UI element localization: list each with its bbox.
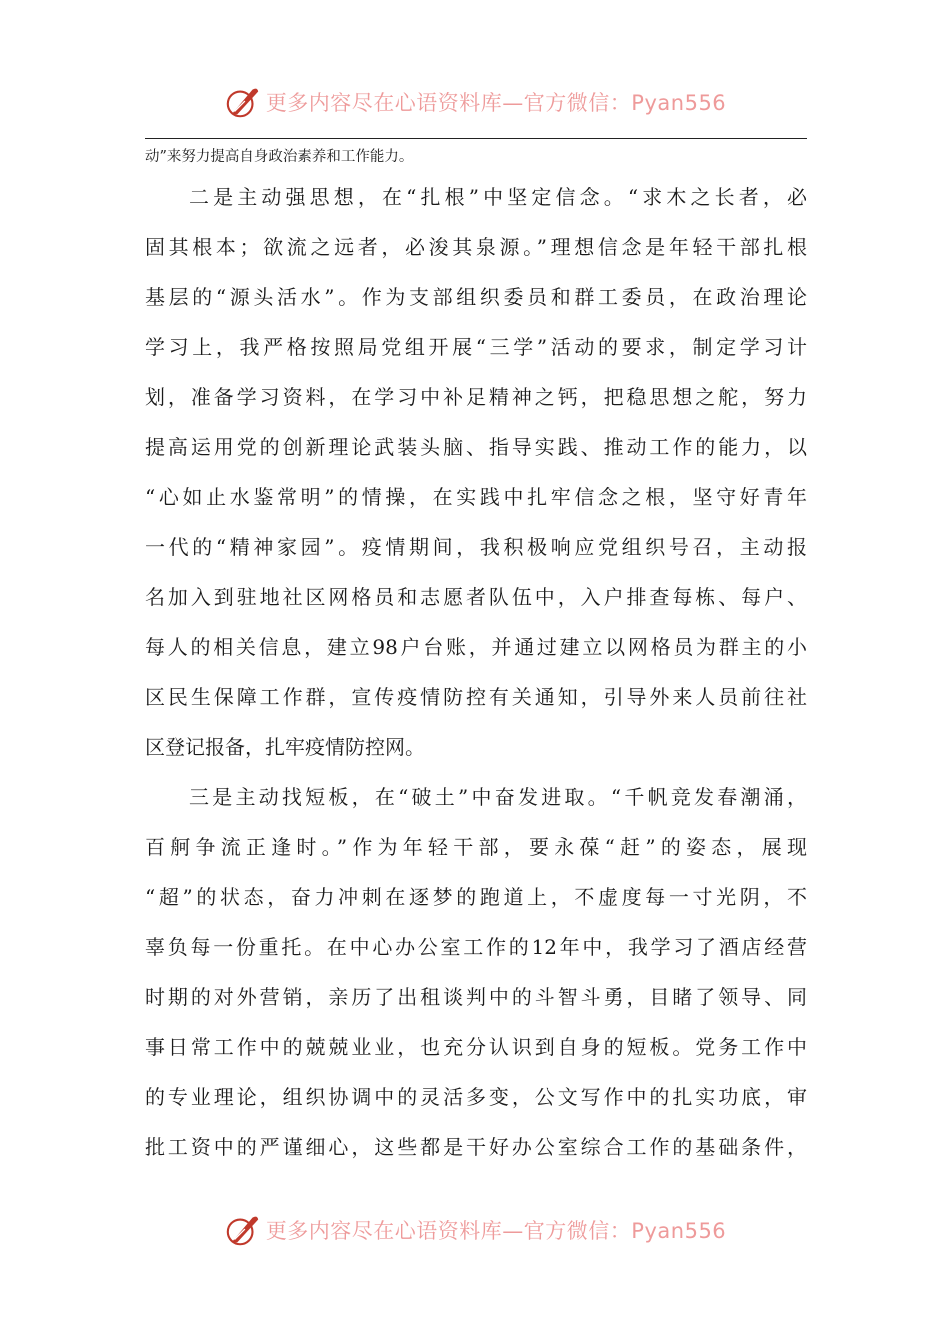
text-line: 划，准备学习资料，在学习中补足精神之钙，把稳思想之舵，努力: [145, 385, 807, 409]
header-divider: [145, 138, 807, 139]
paragraph: [145, 172, 807, 772]
text-line: 时期的对外营销，亲历了出租谈判中的斗智斗勇，目睹了领导、同: [145, 985, 807, 1009]
text-line: 固其根本；欲流之远者，必浚其泉源。”理想信念是年轻干部扎根: [145, 235, 807, 259]
watermark-text: 更多内容尽在心语资料库—官方微信：Pyan556: [265, 1219, 727, 1243]
footer-watermark: [0, 1210, 950, 1250]
quill-pen-logo-icon: [224, 83, 262, 121]
text-line: 二是主动强思想，在“扎根”中坚定信念。“求木之长者，必: [189, 185, 807, 209]
text-line: 提高运用党的创新理论武装头脑、指导实践、推动工作的能力，以: [145, 435, 807, 459]
document-body: [145, 172, 807, 1172]
text-line: 事日常工作中的兢兢业业，也充分认识到自身的短板。党务工作中: [145, 1035, 807, 1059]
text-line: 区民生保障工作群，宣传疫情防控有关通知，引导外来人员前往社: [145, 685, 807, 709]
text-line: 每人的相关信息，建立98户台账，并通过建立以网格员为群主的小: [145, 635, 807, 659]
text-line: 批工资中的严谨细心，这些都是干好办公室综合工作的基础条件，: [145, 1135, 807, 1159]
text-line: “心如止水鉴常明”的情操，在实践中扎牢信念之根，坚守好青年: [145, 485, 807, 509]
watermark-text: 更多内容尽在心语资料库—官方微信：Pyan556: [265, 91, 727, 115]
text-line: 区登记报备，扎牢疫情防控网。: [145, 735, 425, 759]
text-line: 三是主动找短板，在“破土”中奋发进取。“千帆竞发春潮涌，: [189, 785, 807, 809]
text-line: 百舸争流正逢时。”作为年轻干部，要永葆“赶”的姿态，展现: [145, 835, 807, 859]
continued-text-line: 动”来努力提高自身政治素养和工作能力。: [145, 149, 414, 165]
text-line: 的专业理论，组织协调中的灵活多变，公文写作中的扎实功底，审: [145, 1085, 807, 1109]
text-line: 名加入到驻地社区网格员和志愿者队伍中，入户排查每栋、每户、: [145, 585, 807, 609]
text-line: 一代的“精神家园”。疫情期间，我积极响应党组织号召，主动报: [145, 535, 807, 559]
header-watermark: [0, 82, 950, 122]
text-line: “超”的状态，奋力冲刺在逐梦的跑道上，不虚度每一寸光阴，不: [145, 885, 807, 909]
text-line: 辜负每一份重托。在中心办公室工作的12年中，我学习了酒店经营: [145, 935, 807, 959]
text-line: 学习上，我严格按照局党组开展“三学”活动的要求，制定学习计: [145, 335, 807, 359]
paragraph: [145, 772, 807, 1172]
quill-pen-logo-icon: [224, 1211, 262, 1249]
text-line: 基层的“源头活水”。作为支部组织委员和群工委员，在政治理论: [145, 285, 807, 309]
